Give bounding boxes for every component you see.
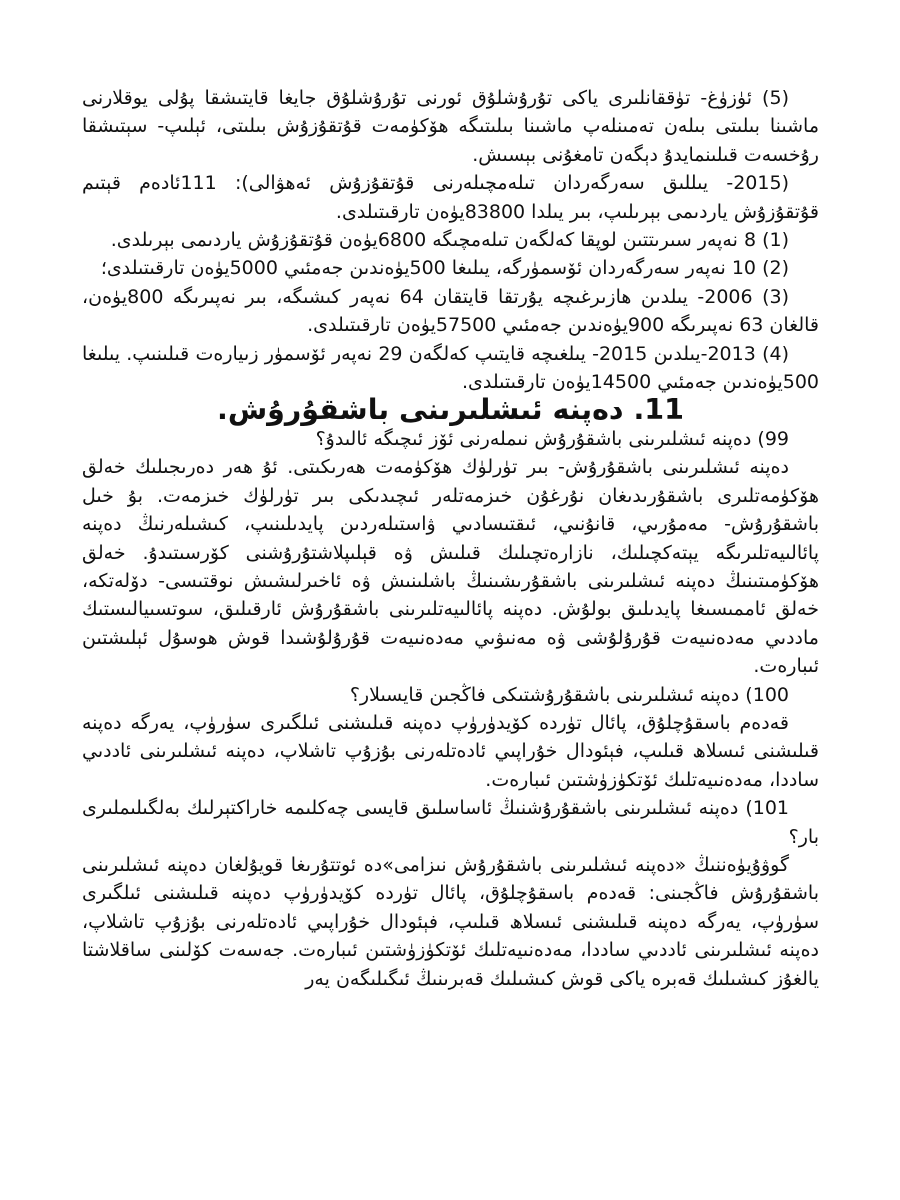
answer-99: دەپنە ئىشلىرىنى باشقۇرۇش- بىر تۈرلۈك ھۆكۈمەت ھەرىكىتى. ئۇ ھەر دەرىجىلىك خەلق ھۆكۈمەتلىرى باشقۇرىدىغان نۇرغۇن خىزمەتلەر ئىچىدىكى بىر تۈرلۈك خىزمەت. بۇ خىل باشقۇرۇش- مەمۇرىي، قانۇنىي، ئىقتىسادىي ۋاستىلەردىن پايدىلىنىپ، كىشىلەرنىڭ دەپنە پائالىيەتلىرىگە يېتەكچىلىك، نازارەتچىلىك قىلىش ۋە قېلىپلاشتۇرۇشنى كۆرسىتىدۇ. خەلق ھۆكۈمىتىنىڭ دەپنە ئىشلىرىنى باشقۇرىشىنىڭ باشلىنىش ۋە ئاخىرلىشىش نوقتىسى- دۆلەتكە، خەلق ئاممىسىغا پايدىلىق بولۇش. دەپنە پائالىيەتلىرىنى باشقۇرۇش ئارقىلىق، سوتسىيالىستىك ماددىي مەدەنىيەت قۇرۇلۇشى ۋە مەنىۋىي مەدەنىيەت قۇرۇلۇشىدا قوش ھوسۇل ئېلىشتىن ئىبارەت. (82, 456, 819, 678)
answer-100: قەدەم باسقۇچلۇق، پائال تۈردە كۆيدۈرۈپ دەپنە قىلىشنى ئىلگىرى سۈرۈپ، يەرگە دەپنە قىلىشنى ئىسلاھ قىلىپ، فېئودال خۇراپىي ئادەتلەرنى بۇزۇپ تاشلاپ، دەپنە ئىشلىرىنى ئاددىي ساددا، مەدەنىيەتلىك ئۆتكۈزۈشتىن ئىبارەت. (82, 711, 819, 791)
paragraph-2015-relief-summary: (2015- يىللىق سەرگەردان تىلەمچىلەرنى قۇتقۇزۇش ئەھۋالى): 111ئادەم قېتىم قۇتقۇزۇش ياردىمى بېرىلىپ، بىر يىلدا 83800يۈەن تارقىتىلدى. (82, 172, 819, 223)
document-page (82, 84, 819, 993)
question-99: 99) دەپنە ئىشلىرىنى باشقۇرۇش نىملەرنى ئۆز ئىچىگە ئالىدۇ؟ (315, 427, 789, 450)
paragraph-relief-item-3: (3) 2006- يىلدىن ھازىرغىچە يۇرتقا قايتقان 64 نەپەر كىشىگە، بىر نەپىرىگە 800يۈەن، قالغان 63 نەپىرىگە 900يۈەندىن جەمئىي 57500يۈەن تارقىتىلدى. (82, 285, 819, 337)
paragraph-item-5-refund: (5) ئۈزۈغ- تۈققانلىرى ياكى تۇرۇشلۇق ئورنى تۇرۇشلۇق جايغا قايتىشقا پۇلى يوقلارنى ماشىنا بىلىتى بىلەن تەمىنلەپ ماشىنا بىلىتىگە ھۆكۈمەت قۇتقۇزۇش بىلىتى، ئېلىپ- سېتىشقا رۇخسەت قىلىنمايدۇ دېگەن تامغۇنى بېسىش. (82, 87, 819, 166)
question-101: 101) دەپنە ئىشلىرىنى باشقۇرۇشنىڭ ئاساسلىق قايسى چەكلىمە خاراكتېرلىك بەلگىلىملىرى بار؟ (82, 797, 819, 848)
question-100: 100) دەپنە ئىشلىرىنى باشقۇرۇشتىكى فاڭجىن قايسىلار؟ (349, 683, 789, 706)
paragraph-relief-item-2: (2) 10 نەپەر سەرگەردان ئۆسمۈرگە، يىلىغا 500يۈەندىن جەمئىي 5000يۈەن تارقىتىلدى؛ (100, 257, 789, 280)
paragraph-relief-item-1: (1) 8 نەپەر سىرىتتىن لوپقا كەلگەن تىلەمچىگە 6800يۈەن قۇتقۇزۇش ياردىمى بېرىلدى. (110, 229, 789, 252)
paragraph-relief-item-4: (4) 2013-يىلدىن 2015- يىلغىچە قايتىپ كەلگەن 29 نەپەر ئۆسمۈر زىيارەت قىلىنىپ. يىلىغا 500يۈەندىن جەمئىي 14500يۈەن تارقىتىلدى. (82, 342, 819, 394)
section-heading-11: 11. دەپنە ئىشلىرىنى باشقۇرۇش. (217, 393, 684, 427)
answer-101: گوۋۇيۈەننىڭ «دەپنە ئىشلىرىنى باشقۇرۇش نىزامى»دە ئوتتۇرىغا قويۇلغان دەپنە ئىشلىرىنى باشقۇرۇش فاڭجىنى: قەدەم باسقۇچلۇق، پائال تۈردە كۆيدۈرۈپ دەپنە قىلىشنى ئىلگىرى سۈرۈپ، يەرگە دەپنە قىلىشنى ئىسلاھ قىلىپ، فېئودال خۇراپىي ئادەتلەرنى بۇزۇپ تاشلاپ، دەپنە ئىشلىرىنى ئاددىي ساددا، مەدەنىيەتلىك ئۆتكۈزۈشتىن ئىبارەت. جەسەت كۆلىنى ساقلاشتا يالغۇز كىشىلىك قەبرە ياكى قوش كىشىلىك قەبرىنىڭ ئىگىلىگەن يەر (82, 853, 819, 990)
